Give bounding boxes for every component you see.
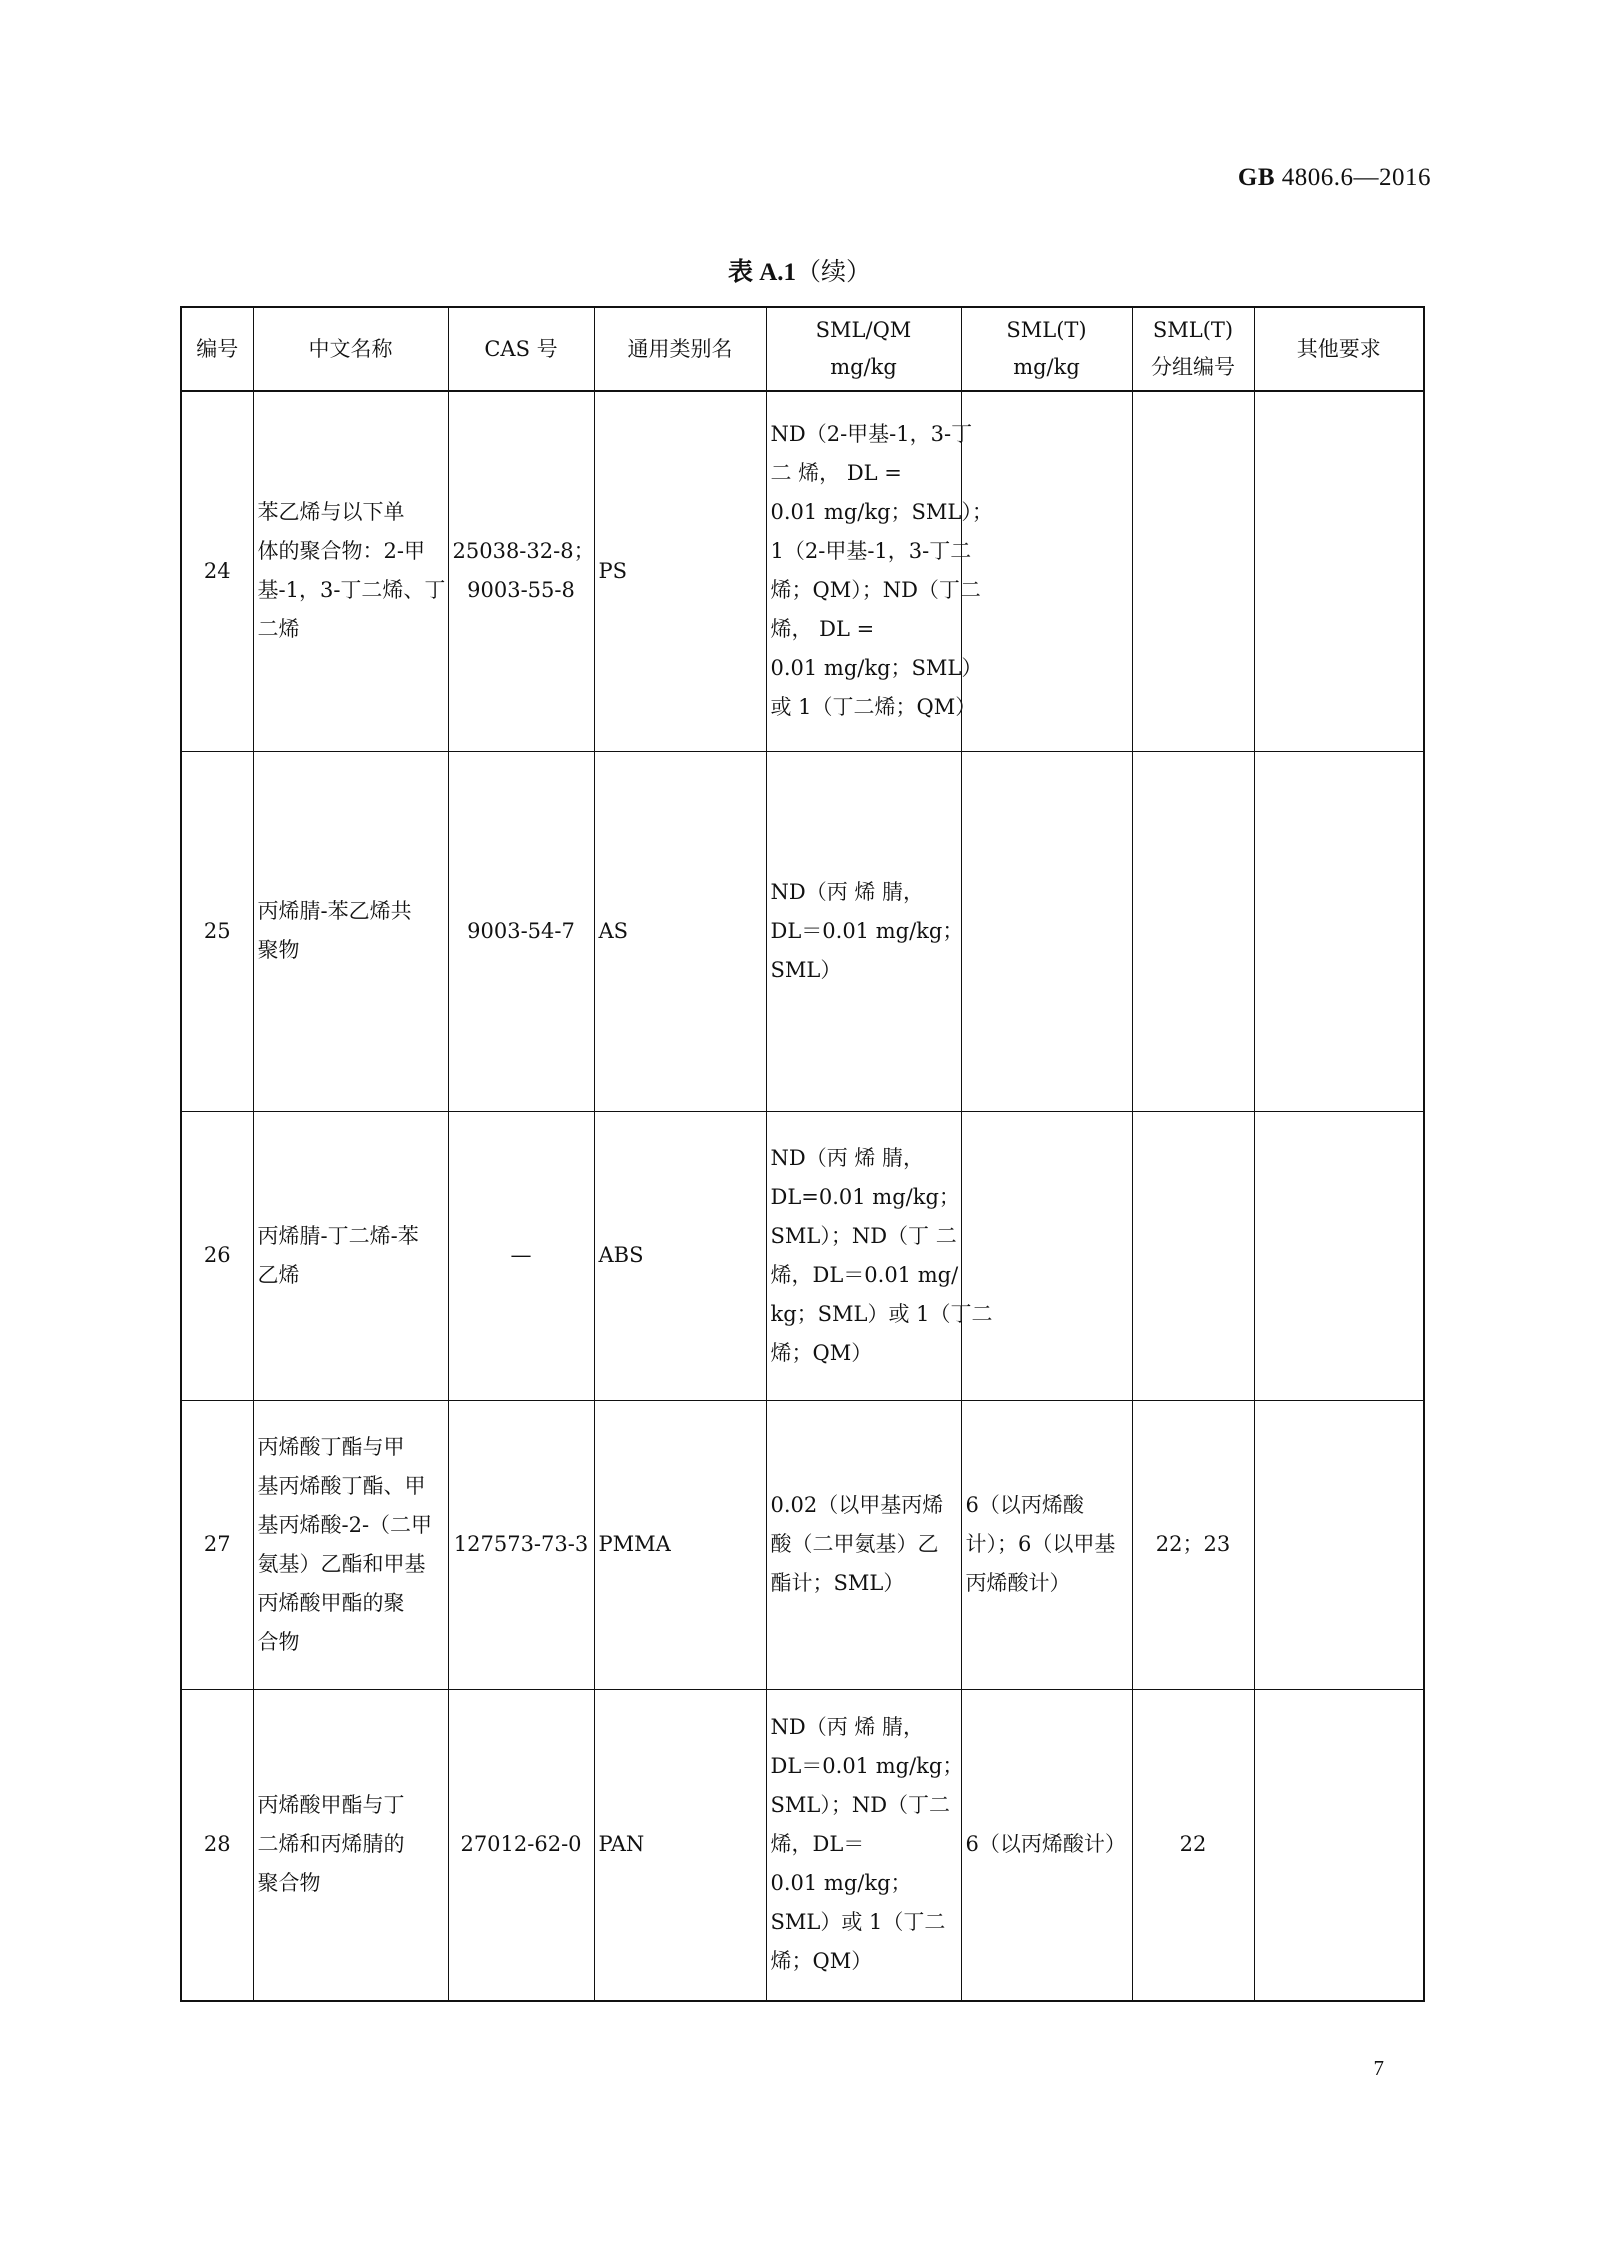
cell-line: 0.01 mg/kg； — [770, 1871, 912, 1896]
cell-cas-number — [448, 391, 594, 751]
cell-line: 聚物 — [257, 938, 300, 962]
cell-category: PS — [594, 391, 766, 751]
cell-chinese-name — [253, 391, 448, 751]
cell-line: 丙烯腈-丁二烯-苯 — [257, 1223, 419, 1248]
cell-line: 基丙烯酸-2-（二甲 — [257, 1512, 433, 1537]
cell-line: 0.01 mg/kg；SML）； — [770, 500, 993, 525]
table-title-number: A.1 — [759, 259, 797, 286]
cell-other-requirements — [1254, 1400, 1424, 1689]
cell-group-number — [1132, 751, 1254, 1111]
cell-sml-t — [961, 751, 1132, 1111]
cell-line: 或 1（丁二烯；QM） — [770, 695, 977, 720]
cell-line: 烯， DL = — [770, 617, 875, 642]
cell-line: 二烯 — [257, 617, 300, 642]
cell-line: 27012-62-0 — [460, 1832, 582, 1857]
cell-line: 0.01 mg/kg；SML） — [770, 656, 983, 681]
cell-chinese-name — [253, 1400, 448, 1689]
cell-line: 丙烯酸甲酯与丁 — [257, 1793, 405, 1818]
cell-line: 二烯和丙烯腈的 — [257, 1832, 405, 1857]
cell-group-number: 22；23 — [1132, 1400, 1254, 1689]
header-chinese-name — [253, 307, 448, 391]
cell-sml-t — [961, 1111, 1132, 1400]
cell-line: DL＝0.01 mg/kg； — [770, 918, 964, 943]
cell-other-requirements — [1254, 1111, 1424, 1400]
substance-table — [180, 306, 1425, 2002]
cell-cas-number — [448, 1111, 594, 1400]
table-title-prefix: 表 — [727, 259, 753, 286]
cell-line: 烯，DL＝0.01 mg/ — [770, 1262, 959, 1287]
cell-sml-t — [961, 1689, 1132, 2001]
table-row — [181, 1111, 1424, 1400]
cell-other-requirements — [1254, 751, 1424, 1111]
cell-line: ND（丙 烯 腈， — [770, 1715, 925, 1740]
cell-line: 二 烯， DL = — [770, 461, 902, 486]
cell-line: 基丙烯酸丁酯、甲 — [257, 1473, 426, 1498]
cell-sml-qm — [766, 1111, 993, 1400]
cell-line: ND（丙 烯 腈， — [770, 1145, 925, 1170]
cell-line: 6（以丙烯酸 — [965, 1493, 1084, 1517]
cell-group-number: 22 — [1132, 1689, 1254, 2001]
cell-line: 体的聚合物：2-甲 — [257, 539, 425, 564]
table-row — [181, 1400, 1424, 1689]
cell-line: 酯计；SML） — [770, 1571, 905, 1595]
header-line: SML/QM — [815, 318, 912, 342]
cell-line: 丙烯腈-苯乙烯共 — [257, 899, 412, 923]
cell-sml-qm — [766, 1400, 961, 1689]
header-line: SML(T) — [1152, 318, 1234, 342]
cell-category: PAN — [594, 1689, 766, 2001]
cell-line: 0.02（以甲基丙烯 — [770, 1493, 944, 1517]
table-body — [181, 391, 1424, 2001]
cell-number: 24 — [181, 391, 253, 751]
header-number — [181, 307, 253, 391]
header-category — [594, 307, 766, 391]
cell-sml-qm — [766, 1689, 964, 2001]
cell-other-requirements — [1254, 391, 1424, 751]
cell-sml-t — [961, 1400, 1132, 1689]
cell-line: kg；SML）或 1（丁二 — [770, 1301, 993, 1326]
header-sml-t — [961, 307, 1132, 391]
cell-number: 26 — [181, 1111, 253, 1400]
cell-line: 合物 — [257, 1629, 300, 1654]
header-sml-t-group — [1132, 307, 1254, 391]
table-row — [181, 1689, 1424, 2001]
cell-line: 乙烯 — [257, 1262, 300, 1287]
cell-line: — — [510, 1243, 532, 1267]
table-title — [0, 252, 1599, 288]
cell-line: 烯；QM）；ND（丁二 — [770, 578, 981, 603]
header-line: 中文名称 — [308, 336, 393, 361]
cell-cas-number — [448, 1400, 594, 1689]
cell-category: AS — [594, 751, 766, 1111]
cell-line: 丙烯酸计） — [965, 1571, 1071, 1595]
cell-line: 酸（二甲氨基）乙 — [770, 1532, 939, 1556]
cell-line: 6（以丙烯酸计） — [965, 1832, 1126, 1857]
cell-line: 聚合物 — [257, 1871, 321, 1896]
cell-line: 基-1，3-丁二烯、丁 — [257, 578, 446, 603]
header-line: 通用类别名 — [627, 336, 733, 361]
standard-number: 4806.6—2016 — [1281, 164, 1431, 191]
cell-line: 烯，DL＝ — [770, 1832, 865, 1857]
cell-group-number — [1132, 1111, 1254, 1400]
cell-line: 127573-73-3 — [453, 1532, 589, 1556]
cell-other-requirements — [1254, 1689, 1424, 2001]
standard-code — [1238, 164, 1431, 192]
cell-line: SML）；ND（丁 二 — [770, 1223, 957, 1248]
cell-line: 计）；6（以甲基 — [965, 1532, 1116, 1556]
header-cas-number — [448, 307, 594, 391]
cell-line: DL＝0.01 mg/kg； — [770, 1754, 964, 1779]
cell-line: SML）；ND（丁二 — [770, 1793, 951, 1818]
cell-line: ND（2-甲基-1，3-丁 — [770, 422, 973, 447]
cell-chinese-name — [253, 751, 448, 1111]
cell-number: 25 — [181, 751, 253, 1111]
standard-prefix: GB — [1237, 164, 1275, 191]
header-line: 其他要求 — [1296, 336, 1381, 361]
cell-line: 苯乙烯与以下单 — [257, 500, 405, 525]
header-line: mg/kg — [830, 355, 897, 379]
header-line: SML(T) — [1006, 318, 1087, 342]
cell-line: 丙烯酸丁酯与甲 — [257, 1434, 405, 1459]
cell-chinese-name — [253, 1689, 448, 2001]
cell-line: 烯；QM） — [770, 1340, 873, 1365]
cell-cas-number — [448, 1689, 594, 2001]
cell-line: 9003-54-7 — [467, 918, 575, 943]
cell-line: 丙烯酸甲酯的聚 — [257, 1590, 405, 1615]
cell-cas-number — [448, 751, 594, 1111]
cell-line: 9003-55-8 — [467, 578, 575, 603]
cell-sml-qm — [766, 391, 993, 751]
cell-line: ND（丙 烯 腈， — [770, 879, 925, 904]
header-line: 分组编号 — [1151, 355, 1235, 379]
cell-chinese-name — [253, 1111, 448, 1400]
table-row — [181, 391, 1424, 751]
table-row — [181, 751, 1424, 1111]
cell-group-number — [1132, 391, 1254, 751]
header-sml-qm — [766, 307, 961, 391]
cell-sml-t — [961, 391, 1132, 751]
cell-line: 25038-32-8； — [452, 539, 595, 564]
cell-number: 27 — [181, 1400, 253, 1689]
cell-line: DL=0.01 mg/kg； — [770, 1184, 960, 1209]
cell-line: 烯；QM） — [770, 1949, 873, 1974]
cell-number: 28 — [181, 1689, 253, 2001]
header-line: CAS 号 — [484, 336, 558, 361]
page-number: 7 — [1373, 2056, 1384, 2080]
table-title-suffix: （续） — [796, 259, 872, 286]
cell-line: SML） — [770, 957, 842, 982]
cell-sml-qm — [766, 751, 964, 1111]
cell-line: 氨基）乙酯和甲基 — [257, 1551, 426, 1576]
cell-line: SML）或 1（丁二 — [770, 1910, 946, 1935]
cell-category: ABS — [594, 1111, 766, 1400]
header-other-requirements — [1254, 307, 1424, 391]
cell-line: 1（2-甲基-1，3-丁二 — [770, 539, 972, 564]
header-line: 编号 — [196, 336, 239, 361]
header-line: mg/kg — [1013, 355, 1080, 379]
cell-category: PMMA — [594, 1400, 766, 1689]
table-header-row — [181, 307, 1424, 391]
